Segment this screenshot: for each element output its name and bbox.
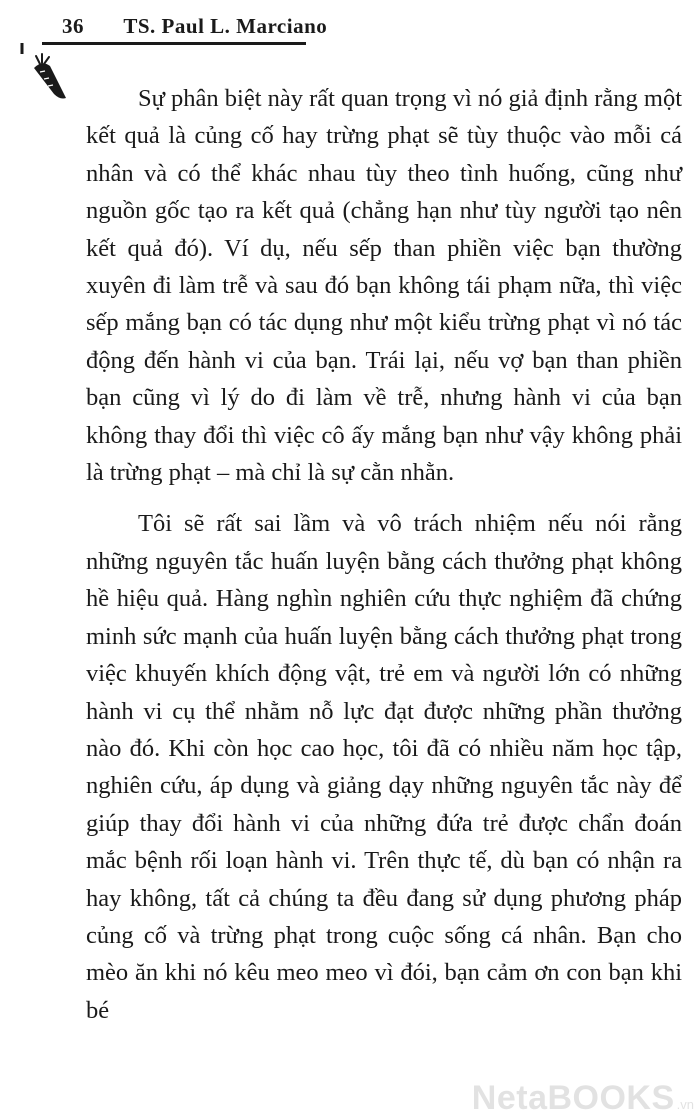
running-header-author: TS. Paul L. Marciano: [123, 14, 328, 38]
watermark-suffix: .vn: [676, 1097, 694, 1112]
header-rule: [42, 42, 306, 45]
paragraph: Tôi sẽ rất sai lầm và vô trách nhiệm nếu nói rằng những nguyên tắc huấn luyện bằng cách thưởng phạt không hề hiệu quả. Hàng nghìn nghiên cứu thực nghiệm đã chứng minh sức mạnh của huấn luyện bằng cách thưởng phạt trong việc khuyến khích động vật, trẻ em và người lớn có những hành vi cụ thể nhằm nỗ lực đạt được những phần thưởng nào đó. Khi còn học cao học, tôi đã có nhiều năm học tập, nghiên cứu, áp dụng và giảng dạy những nguyên tắc này để giúp thay đổi hành vi của những đứa trẻ được chẩn đoán mắc bệnh rối loạn hành vi. Trên thực tế, dù bạn có nhận ra hay không, tất cả chúng ta đều đang sử dụng phương pháp củng cố và trừng phạt trong cuộc sống cá nhân. Bạn cho mèo ăn khi nó kêu meo meo vì đói, bạn cảm ơn con bạn khi bé: [86, 510, 682, 1024]
body-text: [86, 80, 682, 1029]
paragraph: Sự phân biệt này rất quan trọng vì nó giả định rằng một kết quả là củng cố hay trừng phạt sẽ tùy thuộc vào mỗi cá nhân và có thể khác nhau tùy theo tình huống, cũng như nguồn gốc tạo ra kết quả (chẳng hạn như tùy người tạo nên kết quả đó). Ví dụ, nếu sếp than phiền việc bạn thường xuyên đi làm trễ và sau đó bạn không tái phạm nữa, thì việc sếp mắng bạn có tác dụng như một kiểu trừng phạt vì nó tác động đến hành vi của bạn. Trái lại, nếu vợ bạn than phiền bạn cũng vì lý do đi làm về trễ, nhưng hành vi của bạn không thay đổi thì việc cô ấy mắng bạn như vậy không phải là trừng phạt – mà chỉ là sự cằn nhằn.: [86, 85, 683, 487]
page-number: 36: [62, 14, 84, 38]
watermark: [472, 1079, 694, 1118]
carrot-icon: [20, 42, 70, 102]
running-header: [62, 14, 327, 39]
watermark-text: NetaBOOKS: [471, 1079, 675, 1117]
